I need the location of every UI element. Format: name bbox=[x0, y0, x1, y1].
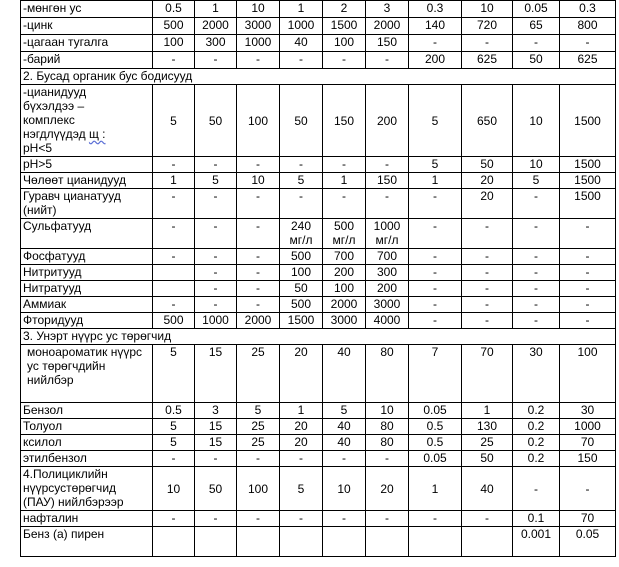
value-cell: 1500 bbox=[560, 189, 616, 219]
value-cell: 80 bbox=[366, 345, 409, 403]
table-row bbox=[21, 451, 616, 467]
value-cell: 70 bbox=[560, 511, 616, 527]
value-cell: 1 bbox=[195, 1, 237, 18]
table-row bbox=[21, 511, 616, 527]
value-cell: 50 bbox=[513, 52, 560, 69]
value-cell bbox=[195, 527, 237, 557]
value-cell: - bbox=[323, 189, 366, 219]
value-cell: - bbox=[513, 467, 560, 511]
value-cell: 720 bbox=[462, 18, 513, 35]
row-label bbox=[21, 85, 153, 157]
value-cell: 150 bbox=[560, 451, 616, 467]
value-cell: 5 bbox=[153, 345, 195, 403]
value-cell: - bbox=[237, 451, 280, 467]
value-cell: 500 bbox=[280, 249, 323, 265]
value-cell: - bbox=[462, 313, 513, 329]
value-cell: - bbox=[366, 511, 409, 527]
value-cell: - bbox=[237, 157, 280, 173]
value-cell: - bbox=[195, 281, 237, 297]
value-cell: 500 мг/л bbox=[323, 219, 366, 249]
value-cell bbox=[366, 527, 409, 557]
section-header-row bbox=[21, 329, 616, 345]
value-cell: - bbox=[195, 249, 237, 265]
value-cell: - bbox=[153, 52, 195, 69]
value-cell: - bbox=[462, 281, 513, 297]
value-cell: 30 bbox=[513, 345, 560, 403]
value-cell: - bbox=[195, 157, 237, 173]
value-cell: 20 bbox=[280, 345, 323, 403]
value-cell: - bbox=[280, 157, 323, 173]
value-cell: 0.05 bbox=[560, 527, 616, 557]
value-cell: 30 bbox=[560, 403, 616, 419]
value-cell: 10 bbox=[323, 467, 366, 511]
value-cell: - bbox=[323, 52, 366, 69]
value-cell: 5 bbox=[153, 419, 195, 435]
value-cell: 20 bbox=[366, 467, 409, 511]
value-cell: 625 bbox=[560, 52, 616, 69]
value-cell: - bbox=[237, 189, 280, 219]
value-cell: 150 bbox=[323, 85, 366, 157]
value-cell: 1000 bbox=[195, 313, 237, 329]
value-cell bbox=[153, 527, 195, 557]
value-cell: 0.5 bbox=[409, 435, 462, 451]
value-cell: 1 bbox=[409, 173, 462, 189]
value-cell: 2000 bbox=[366, 18, 409, 35]
value-cell: 0.2 bbox=[513, 451, 560, 467]
value-cell: 50 bbox=[195, 467, 237, 511]
pollutant-limits-table bbox=[20, 0, 616, 557]
value-cell: 1000 bbox=[280, 18, 323, 35]
value-cell: 1000 мг/л bbox=[366, 219, 409, 249]
value-cell: - bbox=[462, 511, 513, 527]
value-cell: - bbox=[237, 297, 280, 313]
value-cell: - bbox=[237, 511, 280, 527]
value-cell: 1500 bbox=[560, 157, 616, 173]
value-cell: - bbox=[280, 52, 323, 69]
value-cell: 5 bbox=[153, 435, 195, 451]
value-cell: - bbox=[237, 219, 280, 249]
value-cell: 1 bbox=[280, 403, 323, 419]
value-cell: 3000 bbox=[366, 297, 409, 313]
value-cell: - bbox=[237, 249, 280, 265]
value-cell: 1 bbox=[323, 173, 366, 189]
value-cell: 15 bbox=[195, 419, 237, 435]
value-cell: 0.1 bbox=[513, 511, 560, 527]
table-row bbox=[21, 297, 616, 313]
row-label: 4.Полициклийн нүүрсустөрөгчид (ПАУ) нийлбэрээр bbox=[21, 467, 153, 511]
value-cell: - bbox=[560, 313, 616, 329]
value-cell: 500 bbox=[153, 313, 195, 329]
value-cell: 700 bbox=[323, 249, 366, 265]
section-title: 3. Унэрт нүүрс ус төрөгчид bbox=[21, 329, 616, 345]
value-cell: 1500 bbox=[323, 18, 366, 35]
value-cell: 5 bbox=[153, 85, 195, 157]
row-label: -цинк bbox=[21, 18, 153, 35]
value-cell: - bbox=[366, 189, 409, 219]
value-cell: 800 bbox=[560, 18, 616, 35]
row-label: Толуол bbox=[21, 419, 153, 435]
value-cell: 500 bbox=[280, 297, 323, 313]
row-label: нафталин bbox=[21, 511, 153, 527]
document-page bbox=[20, 0, 615, 557]
value-cell: 10 bbox=[462, 1, 513, 18]
row-label: Сульфатууд bbox=[21, 219, 153, 249]
value-cell: 5 bbox=[280, 467, 323, 511]
table-row bbox=[21, 157, 616, 173]
table-row bbox=[21, 173, 616, 189]
table-row bbox=[21, 18, 616, 35]
row-label: Фосфатууд bbox=[21, 249, 153, 265]
value-cell: 150 bbox=[366, 173, 409, 189]
value-cell: - bbox=[513, 189, 560, 219]
value-cell: 1 bbox=[409, 467, 462, 511]
row-label: Чөлөөт цианидууд bbox=[21, 173, 153, 189]
table-row bbox=[21, 1, 616, 18]
value-cell: 200 bbox=[366, 85, 409, 157]
value-cell: - bbox=[513, 265, 560, 281]
value-cell: - bbox=[560, 249, 616, 265]
value-cell: 200 bbox=[409, 52, 462, 69]
value-cell: 20 bbox=[462, 173, 513, 189]
value-cell: 10 bbox=[237, 1, 280, 18]
table-row bbox=[21, 527, 616, 557]
value-cell: 0.5 bbox=[153, 403, 195, 419]
value-cell: 40 bbox=[280, 35, 323, 52]
value-cell: 10 bbox=[513, 157, 560, 173]
table-row bbox=[21, 35, 616, 52]
value-cell: 5 bbox=[513, 173, 560, 189]
value-cell: - bbox=[462, 297, 513, 313]
value-cell: - bbox=[323, 157, 366, 173]
value-cell: - bbox=[462, 35, 513, 52]
value-cell: 20 bbox=[280, 419, 323, 435]
value-cell: - bbox=[195, 52, 237, 69]
value-cell: 2000 bbox=[195, 18, 237, 35]
value-cell: 700 bbox=[366, 249, 409, 265]
value-cell: - bbox=[153, 451, 195, 467]
value-cell: 10 bbox=[237, 173, 280, 189]
value-cell: 80 bbox=[366, 419, 409, 435]
value-cell: - bbox=[409, 35, 462, 52]
value-cell: 15 bbox=[195, 345, 237, 403]
value-cell bbox=[462, 527, 513, 557]
value-cell: 5 bbox=[195, 173, 237, 189]
value-cell: - bbox=[237, 281, 280, 297]
value-cell: - bbox=[153, 297, 195, 313]
value-cell: - bbox=[513, 297, 560, 313]
value-cell: - bbox=[195, 265, 237, 281]
value-cell: 150 bbox=[366, 35, 409, 52]
value-cell: - bbox=[409, 511, 462, 527]
table-row bbox=[21, 189, 616, 219]
table-row bbox=[21, 403, 616, 419]
value-cell: 130 bbox=[462, 419, 513, 435]
value-cell: - bbox=[153, 189, 195, 219]
value-cell: - bbox=[195, 451, 237, 467]
value-cell: 1500 bbox=[280, 313, 323, 329]
value-cell: 50 bbox=[280, 281, 323, 297]
value-cell: - bbox=[195, 297, 237, 313]
value-cell: - bbox=[409, 219, 462, 249]
value-cell: - bbox=[153, 157, 195, 173]
value-cell: 0.2 bbox=[513, 419, 560, 435]
value-cell: 1 bbox=[153, 173, 195, 189]
value-cell: 200 bbox=[366, 281, 409, 297]
value-cell: 100 bbox=[323, 35, 366, 52]
value-cell: - bbox=[366, 52, 409, 69]
table-row bbox=[21, 219, 616, 249]
value-cell: - bbox=[366, 157, 409, 173]
value-cell: 0.3 bbox=[409, 1, 462, 18]
value-cell: - bbox=[462, 219, 513, 249]
value-cell: - bbox=[195, 189, 237, 219]
value-cell: - bbox=[280, 189, 323, 219]
value-cell: 1500 bbox=[560, 85, 616, 157]
row-label: pH>5 bbox=[21, 157, 153, 173]
value-cell: 5 bbox=[409, 157, 462, 173]
value-cell: 1 bbox=[462, 403, 513, 419]
value-cell: 50 bbox=[280, 85, 323, 157]
value-cell: 20 bbox=[462, 189, 513, 219]
section-header-row bbox=[21, 69, 616, 85]
row-label: Гуравч цианатууд (нийт) bbox=[21, 189, 153, 219]
value-cell: 25 bbox=[237, 345, 280, 403]
value-cell: - bbox=[462, 265, 513, 281]
row-label: -мөнгөн ус bbox=[21, 1, 153, 18]
table-row bbox=[21, 435, 616, 451]
value-cell: 15 bbox=[195, 435, 237, 451]
value-cell: - bbox=[195, 219, 237, 249]
value-cell: 2 bbox=[323, 1, 366, 18]
value-cell: 4000 bbox=[366, 313, 409, 329]
label-line: нэгдлүүдэд bbox=[23, 127, 86, 141]
value-cell: - bbox=[409, 297, 462, 313]
value-cell: 25 bbox=[237, 419, 280, 435]
value-cell: - bbox=[513, 281, 560, 297]
value-cell: 100 bbox=[280, 265, 323, 281]
value-cell: - bbox=[409, 189, 462, 219]
value-cell: - bbox=[237, 265, 280, 281]
row-label: Аммиак bbox=[21, 297, 153, 313]
value-cell: 100 bbox=[237, 85, 280, 157]
value-cell: - bbox=[323, 511, 366, 527]
value-cell: - bbox=[560, 297, 616, 313]
value-cell: 1500 bbox=[560, 173, 616, 189]
value-cell: 300 bbox=[366, 265, 409, 281]
value-cell: 25 bbox=[462, 435, 513, 451]
value-cell bbox=[323, 527, 366, 557]
table-row bbox=[21, 313, 616, 329]
value-cell: 200 bbox=[323, 265, 366, 281]
value-cell bbox=[280, 527, 323, 557]
value-cell: 140 bbox=[409, 18, 462, 35]
value-cell: 50 bbox=[462, 451, 513, 467]
value-cell: 0.05 bbox=[513, 1, 560, 18]
row-label: -барий bbox=[21, 52, 153, 69]
value-cell: - bbox=[560, 467, 616, 511]
value-cell: 500 bbox=[153, 18, 195, 35]
row-label: Бензол bbox=[21, 403, 153, 419]
value-cell: 5 bbox=[323, 403, 366, 419]
value-cell: - bbox=[409, 249, 462, 265]
row-label: моноароматик нүүрс ус төрөгчдийн нийлбэр bbox=[21, 345, 153, 403]
section-title: 2. Бусад органик бус бодисууд bbox=[21, 69, 616, 85]
value-cell: 70 bbox=[560, 435, 616, 451]
value-cell: 1000 bbox=[237, 35, 280, 52]
value-cell bbox=[153, 281, 195, 297]
value-cell: 1 bbox=[280, 1, 323, 18]
table-row bbox=[21, 85, 616, 157]
value-cell: 3000 bbox=[237, 18, 280, 35]
value-cell: 50 bbox=[462, 157, 513, 173]
value-cell: 3 bbox=[195, 403, 237, 419]
value-cell: 10 bbox=[153, 467, 195, 511]
value-cell: 10 bbox=[513, 85, 560, 157]
value-cell: 7 bbox=[409, 345, 462, 403]
value-cell: - bbox=[195, 511, 237, 527]
value-cell: - bbox=[462, 249, 513, 265]
value-cell: - bbox=[366, 451, 409, 467]
value-cell: 100 bbox=[237, 467, 280, 511]
value-cell: 3000 bbox=[323, 313, 366, 329]
row-label: Нитратууд bbox=[21, 281, 153, 297]
value-cell bbox=[153, 265, 195, 281]
table-row bbox=[21, 467, 616, 511]
row-label: ксилол bbox=[21, 435, 153, 451]
value-cell: 3 bbox=[366, 1, 409, 18]
value-cell: - bbox=[153, 219, 195, 249]
value-cell: - bbox=[237, 52, 280, 69]
value-cell: 70 bbox=[462, 345, 513, 403]
table-row bbox=[21, 52, 616, 69]
value-cell: 0.2 bbox=[513, 403, 560, 419]
value-cell: - bbox=[409, 281, 462, 297]
value-cell: 650 bbox=[462, 85, 513, 157]
value-cell: 300 bbox=[195, 35, 237, 52]
value-cell: 40 bbox=[323, 435, 366, 451]
value-cell: - bbox=[153, 511, 195, 527]
value-cell: - bbox=[323, 451, 366, 467]
spellcheck-marked-text: щ : bbox=[88, 127, 106, 141]
value-cell: - bbox=[560, 265, 616, 281]
value-cell: 5 bbox=[280, 173, 323, 189]
value-cell: 5 bbox=[237, 403, 280, 419]
value-cell: - bbox=[153, 249, 195, 265]
row-label: Нитритууд bbox=[21, 265, 153, 281]
value-cell: 2000 bbox=[323, 297, 366, 313]
value-cell bbox=[237, 527, 280, 557]
value-cell bbox=[409, 527, 462, 557]
value-cell: 100 bbox=[323, 281, 366, 297]
value-cell: 20 bbox=[280, 435, 323, 451]
value-cell: 0.001 bbox=[513, 527, 560, 557]
value-cell: - bbox=[409, 313, 462, 329]
value-cell: - bbox=[513, 249, 560, 265]
value-cell: - bbox=[280, 451, 323, 467]
value-cell: 50 bbox=[195, 85, 237, 157]
value-cell: 0.3 bbox=[560, 1, 616, 18]
table-row bbox=[21, 265, 616, 281]
value-cell: - bbox=[560, 35, 616, 52]
value-cell: - bbox=[280, 511, 323, 527]
value-cell: 100 bbox=[153, 35, 195, 52]
value-cell: 65 bbox=[513, 18, 560, 35]
value-cell: 5 bbox=[409, 85, 462, 157]
value-cell: 40 bbox=[462, 467, 513, 511]
table-row bbox=[21, 249, 616, 265]
table-row bbox=[21, 281, 616, 297]
row-label: Фторидууд bbox=[21, 313, 153, 329]
label-line: -цианидууд bbox=[23, 85, 87, 99]
row-label: -цагаан тугалга bbox=[21, 35, 153, 52]
row-label: Бенз (а) пирен bbox=[21, 527, 153, 557]
row-label: этилбензол bbox=[21, 451, 153, 467]
value-cell: 0.05 bbox=[409, 403, 462, 419]
label-line: бүхэлдээ – bbox=[23, 99, 85, 113]
value-cell: 10 bbox=[366, 403, 409, 419]
value-cell: - bbox=[513, 313, 560, 329]
value-cell: 0.5 bbox=[409, 419, 462, 435]
value-cell: - bbox=[513, 219, 560, 249]
value-cell: 40 bbox=[323, 345, 366, 403]
table-row bbox=[21, 419, 616, 435]
value-cell: - bbox=[409, 265, 462, 281]
label-line: pH<5 bbox=[23, 141, 53, 155]
value-cell: 240 мг/л bbox=[280, 219, 323, 249]
value-cell: 0.5 bbox=[153, 1, 195, 18]
value-cell: - bbox=[513, 35, 560, 52]
value-cell: 100 bbox=[560, 345, 616, 403]
value-cell: 80 bbox=[366, 435, 409, 451]
value-cell: 2000 bbox=[237, 313, 280, 329]
value-cell: 25 bbox=[237, 435, 280, 451]
value-cell: - bbox=[560, 219, 616, 249]
value-cell: 1000 bbox=[560, 419, 616, 435]
table-row bbox=[21, 345, 616, 403]
value-cell: - bbox=[560, 281, 616, 297]
value-cell: 0.2 bbox=[513, 435, 560, 451]
value-cell: 0.05 bbox=[409, 451, 462, 467]
value-cell: 40 bbox=[323, 419, 366, 435]
value-cell: 625 bbox=[462, 52, 513, 69]
label-line: комплекс bbox=[23, 113, 75, 127]
